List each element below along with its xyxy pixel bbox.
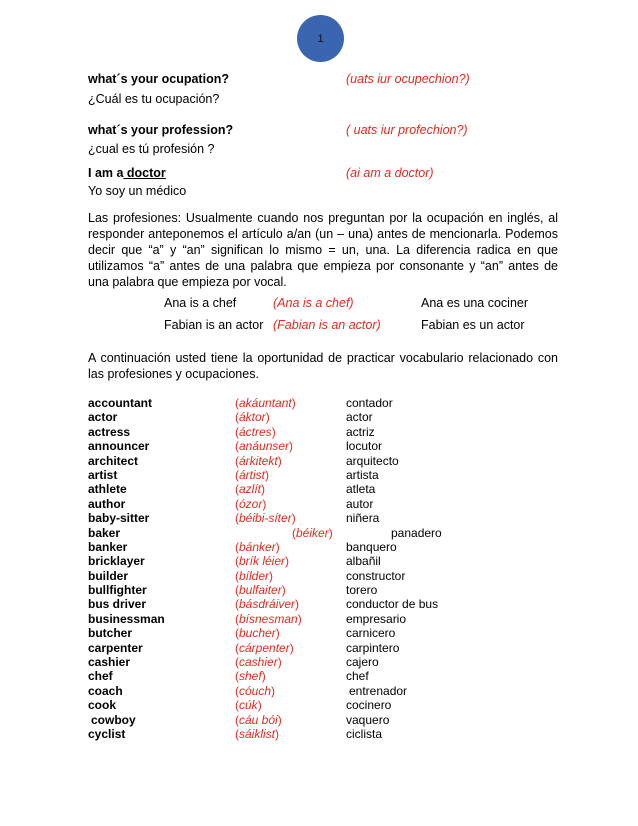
pronunciation-open-paren: (: [235, 511, 239, 526]
vocabulary-word: accountant: [88, 396, 153, 410]
vocabulary-pronunciation: [235, 396, 296, 410]
pronunciation-close-paren: ): [297, 611, 302, 626]
pronunciation-text: cáu bói: [239, 712, 278, 727]
pronunciation-open-paren: (: [235, 482, 239, 497]
example-en: Ana is a chef: [164, 296, 237, 310]
pronunciation-open-paren: (: [235, 424, 239, 439]
example-row: [164, 296, 564, 318]
vocabulary-row: [88, 454, 558, 468]
vocabulary-word: cashier: [88, 655, 131, 670]
vocabulary-translation: artista: [346, 467, 379, 482]
vocabulary-word: artist: [88, 467, 118, 482]
example-row: [164, 318, 564, 340]
vocabulary-row: [88, 511, 558, 525]
vocabulary-pronunciation: [292, 526, 333, 540]
vocabulary-word: carpenter: [88, 640, 143, 655]
vocabulary-pronunciation: [235, 410, 270, 424]
question-en: what´s your ocupation?: [88, 72, 229, 86]
vocabulary-list: [88, 396, 558, 741]
question-es: ¿Cuál es tu ocupación?: [88, 92, 220, 106]
answer-es: Yo soy un médico: [88, 184, 187, 198]
vocabulary-translation: ciclista: [346, 726, 383, 741]
vocabulary-row: [88, 554, 558, 568]
pronunciation-close-paren: ): [262, 496, 267, 511]
vocabulary-row: [88, 727, 558, 741]
vocabulary-pronunciation: [235, 454, 282, 468]
pronunciation-text: cúk: [239, 698, 258, 713]
vocabulary-translation: cocinero: [346, 698, 392, 713]
pronunciation-close-paren: ): [265, 410, 270, 425]
pronunciation-open-paren: (: [235, 698, 239, 713]
vocabulary-pronunciation: [235, 439, 293, 453]
answer-en-word: doctor: [123, 166, 166, 180]
vocabulary-translation: arquitecto: [346, 453, 399, 468]
vocabulary-word: bus driver: [88, 597, 147, 612]
vocabulary-word: builder: [88, 568, 129, 583]
pronunciation-close-paren: ): [261, 482, 266, 497]
vocabulary-pronunciation: [235, 684, 275, 698]
vocabulary-row: [88, 540, 558, 554]
vocabulary-word: bullfighter: [88, 583, 147, 598]
question-profession: [88, 123, 558, 157]
pronunciation-close-paren: ): [281, 583, 286, 598]
example-en: Fabian is an actor: [164, 318, 264, 332]
example-pronunciation: (Ana is a chef): [273, 296, 354, 310]
pronunciation-open-paren: (: [235, 683, 239, 698]
vocabulary-row: [88, 612, 558, 626]
vocabulary-translation: niñera: [346, 511, 380, 526]
page-number: 1: [317, 32, 324, 45]
vocabulary-pronunciation: [235, 669, 266, 683]
pronunciation-text: cashier: [239, 655, 278, 670]
pronunciation-close-paren: ): [295, 597, 300, 612]
vocabulary-row: [88, 626, 558, 640]
vocabulary-word: architect: [88, 453, 139, 468]
vocabulary-translation: empresario: [346, 611, 407, 626]
vocabulary-row: [88, 713, 558, 727]
vocabulary-translation: actor: [346, 410, 373, 425]
pronunciation-text: sáiklist: [239, 726, 276, 741]
vocabulary-translation: locutor: [346, 439, 383, 454]
vocabulary-row: [88, 698, 558, 712]
pronunciation-open-paren: (: [235, 726, 239, 741]
vocabulary-pronunciation: [235, 597, 299, 611]
pronunciation-open-paren: (: [235, 583, 239, 598]
vocabulary-pronunciation: [235, 727, 279, 741]
vocabulary-row: [88, 569, 558, 583]
vocabulary-row: [88, 425, 558, 439]
pronunciation-open-paren: (: [235, 496, 239, 511]
pronunciation-close-paren: ): [275, 626, 280, 641]
vocabulary-translation: autor: [346, 496, 374, 511]
pronunciation-text: cóuch: [239, 683, 272, 698]
question-pronunciation: ( uats iur profechion?): [346, 123, 468, 137]
pronunciation-text: akáuntant: [239, 396, 292, 410]
page-number-badge: [297, 15, 344, 62]
pronunciation-text: ózor: [239, 496, 263, 511]
practice-paragraph: A continuación usted tiene la oportunidad de practicar vocabulario relacionado con las profesiones y ocupaciones.: [88, 351, 558, 381]
vocabulary-pronunciation: [235, 554, 289, 568]
pronunciation-open-paren: (: [235, 611, 239, 626]
vocabulary-word: butcher: [88, 626, 133, 641]
vocabulary-translation: albañil: [346, 554, 381, 569]
vocabulary-translation: constructor: [346, 568, 406, 583]
pronunciation-open-paren: (: [235, 396, 239, 410]
pronunciation-close-paren: ): [285, 554, 290, 569]
pronunciation-close-paren: ): [275, 539, 280, 554]
vocabulary-translation: conductor de bus: [346, 597, 439, 612]
pronunciation-open-paren: (: [235, 539, 239, 554]
vocabulary-pronunciation: [235, 468, 269, 482]
question-pronunciation: (uats iur ocupechion?): [346, 72, 470, 86]
answer-en-prefix: I am a: [88, 166, 124, 180]
vocabulary-pronunciation: [235, 641, 294, 655]
answer-en: [88, 166, 166, 180]
pronunciation-text: azlít: [239, 482, 262, 497]
vocabulary-translation: carnicero: [346, 626, 396, 641]
vocabulary-pronunciation: [235, 626, 280, 640]
vocabulary-pronunciation: [235, 655, 282, 669]
answer-pronunciation: (ai am a doctor): [346, 166, 434, 180]
pronunciation-open-paren: (: [235, 626, 239, 641]
vocabulary-row: [88, 684, 558, 698]
pronunciation-open-paren: (: [235, 669, 239, 684]
pronunciation-text: ártist: [239, 467, 266, 482]
vocabulary-pronunciation: [235, 612, 302, 626]
vocabulary-word: baker: [88, 525, 121, 540]
vocabulary-word: actress: [88, 424, 131, 439]
pronunciation-close-paren: ): [271, 424, 276, 439]
vocabulary-translation: actriz: [346, 424, 375, 439]
vocabulary-pronunciation: [235, 583, 286, 597]
vocabulary-translation: torero: [346, 583, 378, 598]
example-pronunciation: (Fabian is an actor): [273, 318, 381, 332]
pronunciation-text: árkitekt: [239, 453, 278, 468]
vocabulary-word: chef: [88, 669, 113, 684]
pronunciation-close-paren: ): [277, 453, 282, 468]
examples-table: [164, 296, 564, 340]
vocabulary-word: author: [88, 496, 126, 511]
pronunciation-close-paren: ): [275, 726, 280, 741]
vocabulary-row: [88, 439, 558, 453]
vocabulary-row: [88, 583, 558, 597]
vocabulary-row: [88, 669, 558, 683]
pronunciation-text: bísnesman: [239, 611, 298, 626]
vocabulary-word: cook: [88, 698, 117, 713]
vocabulary-pronunciation: [235, 540, 280, 554]
vocabulary-translation: chef: [346, 669, 369, 684]
vocabulary-word: announcer: [88, 439, 150, 454]
vocabulary-translation: banquero: [346, 539, 397, 554]
vocabulary-word: cyclist: [88, 726, 126, 741]
pronunciation-text: áktor: [239, 410, 266, 425]
example-es: Ana es una cociner: [421, 296, 529, 310]
pronunciation-close-paren: ): [271, 683, 276, 698]
pronunciation-open-paren: (: [235, 554, 239, 569]
pronunciation-text: shef: [239, 669, 262, 684]
pronunciation-open-paren: (: [235, 410, 239, 425]
intro-paragraph: Las profesiones: Usualmente cuando nos preguntan por la ocupación en inglés, al responder anteponemos el artículo a/an (un – una) antes de mencionarla. Podemos decir que “a” y “an” significan lo mismo = un, una. La diferencia radica en que utilizamos “a” antes de una palabra que empieza por consonante y “an” antes de una palabra que empieza por vocal.: [88, 211, 558, 289]
question-occupation: [88, 72, 558, 107]
vocabulary-row: [88, 396, 558, 410]
vocabulary-translation: panadero: [391, 525, 442, 540]
vocabulary-word: actor: [88, 410, 118, 425]
vocabulary-pronunciation: [235, 511, 296, 525]
question-es: ¿cual es tú profesión ?: [88, 142, 215, 156]
pronunciation-text: bulfaiter: [239, 583, 282, 598]
vocabulary-pronunciation: [235, 713, 282, 727]
pronunciation-text: béibi-síter: [239, 511, 292, 526]
pronunciation-open-paren: (: [235, 439, 239, 454]
pronunciation-close-paren: ): [289, 640, 294, 655]
pronunciation-close-paren: ): [277, 655, 282, 670]
vocabulary-row: [88, 655, 558, 669]
pronunciation-close-paren: ): [328, 525, 333, 540]
vocabulary-word: businessman: [88, 611, 165, 626]
pronunciation-close-paren: ): [257, 698, 262, 713]
vocabulary-word: coach: [88, 683, 123, 698]
pronunciation-open-paren: (: [292, 525, 296, 540]
pronunciation-open-paren: (: [235, 568, 239, 583]
question-en: what´s your profession?: [88, 123, 234, 137]
vocabulary-pronunciation: [235, 497, 266, 511]
vocabulary-row: [88, 410, 558, 424]
pronunciation-open-paren: (: [235, 453, 239, 468]
vocabulary-pronunciation: [235, 698, 262, 712]
vocabulary-word: cowboy: [91, 712, 136, 727]
vocabulary-pronunciation: [235, 569, 273, 583]
pronunciation-open-paren: (: [235, 597, 239, 612]
vocabulary-row: [88, 526, 558, 540]
pronunciation-text: básdráiver: [239, 597, 296, 612]
vocabulary-word: athlete: [88, 482, 127, 497]
pronunciation-text: bucher: [239, 626, 276, 641]
pronunciation-close-paren: ): [289, 439, 294, 454]
vocabulary-row: [88, 497, 558, 511]
pronunciation-text: bílder: [239, 568, 270, 583]
vocabulary-translation: entrenador: [349, 683, 408, 698]
pronunciation-open-paren: (: [235, 467, 239, 482]
vocabulary-row: [88, 468, 558, 482]
vocabulary-word: banker: [88, 539, 128, 554]
pronunciation-open-paren: (: [235, 712, 239, 727]
pronunciation-close-paren: ): [261, 669, 266, 684]
answer-doctor: [88, 166, 558, 199]
vocabulary-word: bricklayer: [88, 554, 145, 569]
pronunciation-text: bánker: [239, 539, 276, 554]
pronunciation-close-paren: ): [291, 511, 296, 526]
pronunciation-close-paren: ): [265, 467, 270, 482]
vocabulary-row: [88, 641, 558, 655]
pronunciation-close-paren: ): [269, 568, 274, 583]
pronunciation-text: áctres: [239, 424, 272, 439]
vocabulary-pronunciation: [235, 482, 265, 496]
example-es: Fabian es un actor: [421, 318, 525, 332]
vocabulary-row: [88, 482, 558, 496]
vocabulary-row: [88, 597, 558, 611]
pronunciation-text: anáunser: [239, 439, 290, 454]
vocabulary-translation: carpintero: [346, 640, 400, 655]
vocabulary-translation: contador: [346, 396, 393, 410]
vocabulary-translation: vaquero: [346, 712, 390, 727]
pronunciation-close-paren: ): [277, 712, 282, 727]
pronunciation-open-paren: (: [235, 655, 239, 670]
vocabulary-pronunciation: [235, 425, 276, 439]
vocabulary-translation: cajero: [346, 655, 379, 670]
vocabulary-word: baby-sitter: [88, 511, 150, 526]
pronunciation-text: brík léier: [239, 554, 286, 569]
pronunciation-close-paren: ): [291, 396, 296, 410]
pronunciation-open-paren: (: [235, 640, 239, 655]
vocabulary-translation: atleta: [346, 482, 376, 497]
pronunciation-text: béiker: [296, 525, 329, 540]
pronunciation-text: cárpenter: [239, 640, 290, 655]
